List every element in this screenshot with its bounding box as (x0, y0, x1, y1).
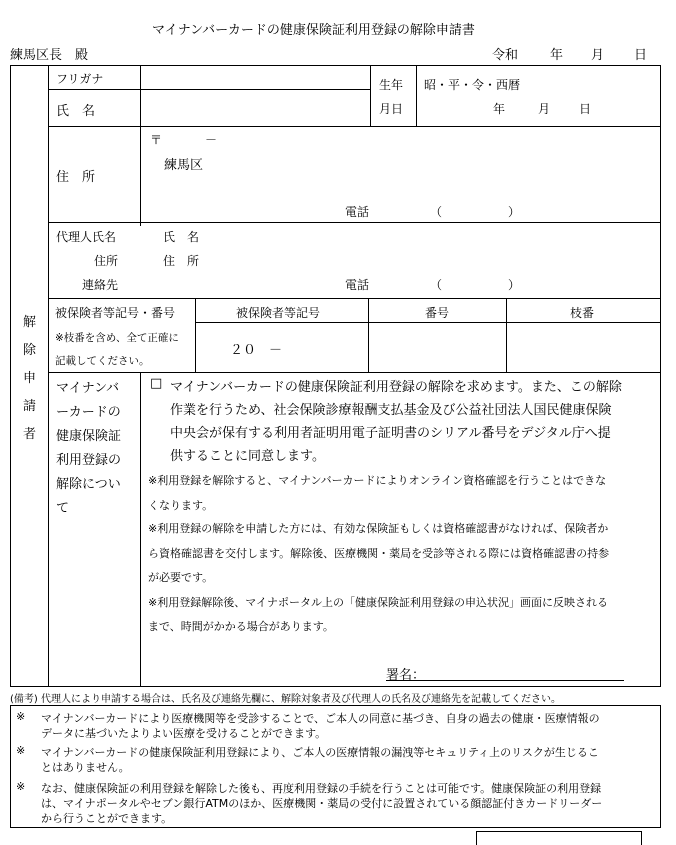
insured-note-1: ※枝番を含め、全て正確に (55, 332, 179, 344)
insured-branch-field[interactable] (507, 323, 660, 371)
proxy-label-address: 住所 (94, 254, 119, 268)
dob-label-2: 月日 (379, 102, 404, 116)
signature-line[interactable] (386, 680, 624, 681)
date-era: 令和 (492, 48, 519, 63)
phone-label: 電話 (345, 205, 370, 219)
dob-month: 月 (538, 102, 551, 116)
col-branch-header: 枝番 (570, 306, 595, 320)
address-field[interactable] (141, 127, 660, 199)
insured-label: 被保険者等記号・番号 (55, 306, 176, 320)
proxy-address-label: 住 所 (163, 254, 200, 268)
date-day: 日 (634, 48, 648, 63)
date-year: 年 (550, 48, 564, 63)
name-field[interactable] (141, 90, 369, 125)
proxy-phone-open-paren: （ (430, 278, 443, 292)
col-symbol-header: 被保険者等記号 (236, 306, 321, 320)
proxy-field[interactable] (210, 224, 660, 294)
date-month: 月 (591, 48, 605, 63)
proxy-name-label: 氏 名 (163, 230, 200, 244)
furigana-label: フリガナ (56, 72, 104, 86)
col-number-header: 番号 (425, 306, 450, 320)
proxy-phone-label: 電話 (345, 278, 370, 292)
insured-symbol-field[interactable] (196, 323, 367, 371)
dob-year: 年 (493, 102, 506, 116)
symbol-prefix: ２０ － (230, 343, 283, 358)
proxy-label-contact: 連絡先 (82, 278, 119, 292)
proxy-label-name: 代理人氏名 (56, 230, 117, 244)
address-label: 住 所 (56, 170, 96, 185)
insured-note-2: 記載してください。 (55, 355, 150, 367)
consent-checkbox[interactable]: □ (150, 376, 163, 391)
furigana-field[interactable] (141, 66, 369, 88)
address-city: 練馬区 (164, 158, 204, 173)
insured-number-field[interactable] (369, 323, 505, 371)
phone-open-paren: （ (430, 205, 443, 219)
remarks: (備考) 代理人により申請する場合は、氏名及び連絡先欄に、解除対象者及び代理人の氏名及び連絡先を記載してください。 (10, 694, 561, 705)
page-title: マイナンバーカードの健康保険証利用登録の解除申請書 (152, 23, 475, 38)
signature-label: 署名： (386, 668, 426, 683)
dob-era-options[interactable]: 昭・平・令・西暦 (424, 78, 521, 92)
postal-mark: 〒 (150, 133, 163, 147)
postal-dash: － (205, 133, 218, 147)
phone-close-paren: ） (508, 205, 521, 219)
name-label: 氏 名 (56, 104, 96, 119)
dob-label-1: 生年 (379, 78, 404, 92)
proxy-phone-close-paren: ） (508, 278, 521, 292)
addressee: 練馬区長 殿 (10, 48, 89, 63)
dob-day: 日 (579, 102, 592, 116)
